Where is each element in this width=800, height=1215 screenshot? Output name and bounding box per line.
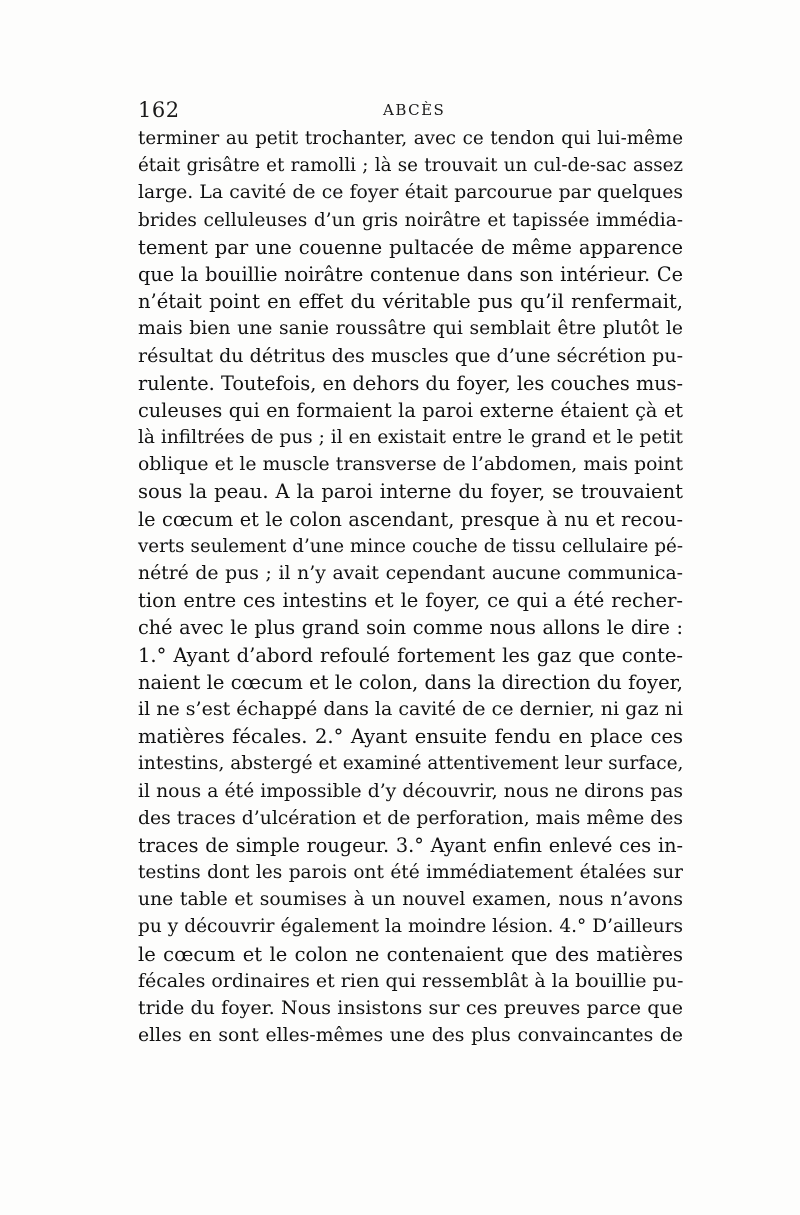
- text-line: était grisâtre et ramolli ; là se trouvait un cul-de-sac assez: [138, 155, 683, 177]
- text-line: des traces d’ulcération et de perforation, mais même des: [138, 807, 683, 829]
- text-line: mais bien une sanie roussâtre qui semblait être plutôt le: [138, 318, 683, 340]
- text-line: oblique et le muscle transverse de l’abdomen, mais point: [138, 454, 683, 476]
- text-line: traces de simple rougeur. 3.° Ayant enfin enlevé ces in-: [138, 833, 683, 857]
- page-number: 162: [138, 98, 180, 122]
- text-line: que la bouillie noirâtre contenue dans son intérieur. Ce: [138, 262, 683, 286]
- text-line: rulente. Toutefois, en dehors du foyer, les couches mus-: [138, 371, 683, 395]
- text-line: verts seulement d’une mince couche de tissu cellulaire pé-: [138, 535, 683, 557]
- text-line: pu y découvrir également la moindre lésion. 4.° D’ailleurs: [138, 916, 683, 938]
- text-line: naient le cœcum et le colon, dans la direction du foyer,: [138, 670, 683, 694]
- text-line: il nous a été impossible d’y découvrir, nous ne dirons pas: [138, 780, 683, 802]
- text-line: elles en sont elles-mêmes une des plus convaincantes de: [138, 1025, 683, 1047]
- running-head: ABCÈS: [383, 101, 446, 119]
- text-line: tride du foyer. Nous insistons sur ces preuves parce que: [138, 997, 683, 1019]
- text-line: sous la peau. A la paroi interne du foyer, se trouvaient: [138, 480, 683, 504]
- text-line: nétré de pus ; il n’y avait cependant aucune communica-: [138, 563, 683, 584]
- text-line: tement par une couenne pultacée de même apparence: [138, 235, 683, 259]
- text-line: il ne s’est échappé dans la cavité de ce dernier, ni gaz ni: [138, 697, 683, 720]
- text-line: terminer au petit trochanter, avec ce tendon qui lui-même: [138, 128, 683, 149]
- body-text: [138, 125, 683, 1049]
- text-line: large. La cavité de ce foyer était parcourue par quelques: [138, 182, 683, 204]
- text-line: ché avec le plus grand soin comme nous allons le dire :: [138, 616, 683, 640]
- text-line: 1.° Ayant d’abord refoulé fortement les gaz que conte-: [138, 643, 683, 667]
- text-line: une table et soumises à un nouvel examen, nous n’avons: [138, 889, 683, 911]
- text-line: fécales ordinaires et rien qui ressemblât à la bouillie pu-: [138, 969, 684, 992]
- text-line: là infiltrées de pus ; il en existait entre le grand et le petit: [138, 427, 683, 449]
- text-line: culeuses qui en formaient la paroi externe étaient çà et: [138, 398, 683, 422]
- text-line: tion entre ces intestins et le foyer, ce qui a été recher-: [138, 589, 683, 613]
- text-line: brides celluleuses d’un gris noirâtre et tapissée immédia-: [138, 209, 683, 231]
- text-line: le cœcum et le colon ascendant, presque à nu et recou-: [138, 507, 683, 531]
- page-header: [138, 98, 683, 128]
- text-line: le cœcum et le colon ne contenaient que des matières: [138, 942, 683, 966]
- text-line: résultat du détritus des muscles que d’une sécrétion pu-: [138, 344, 683, 367]
- text-line: testins dont les parois ont été immédiatement étalées sur: [138, 862, 683, 884]
- text-line: matières fécales. 2.° Ayant ensuite fendu en place ces: [138, 725, 683, 749]
- text-line: intestins, abstergé et examiné attentivement leur surface,: [138, 753, 684, 775]
- text-line: n’était point en effet du véritable pus qu’il renfermait,: [138, 290, 683, 314]
